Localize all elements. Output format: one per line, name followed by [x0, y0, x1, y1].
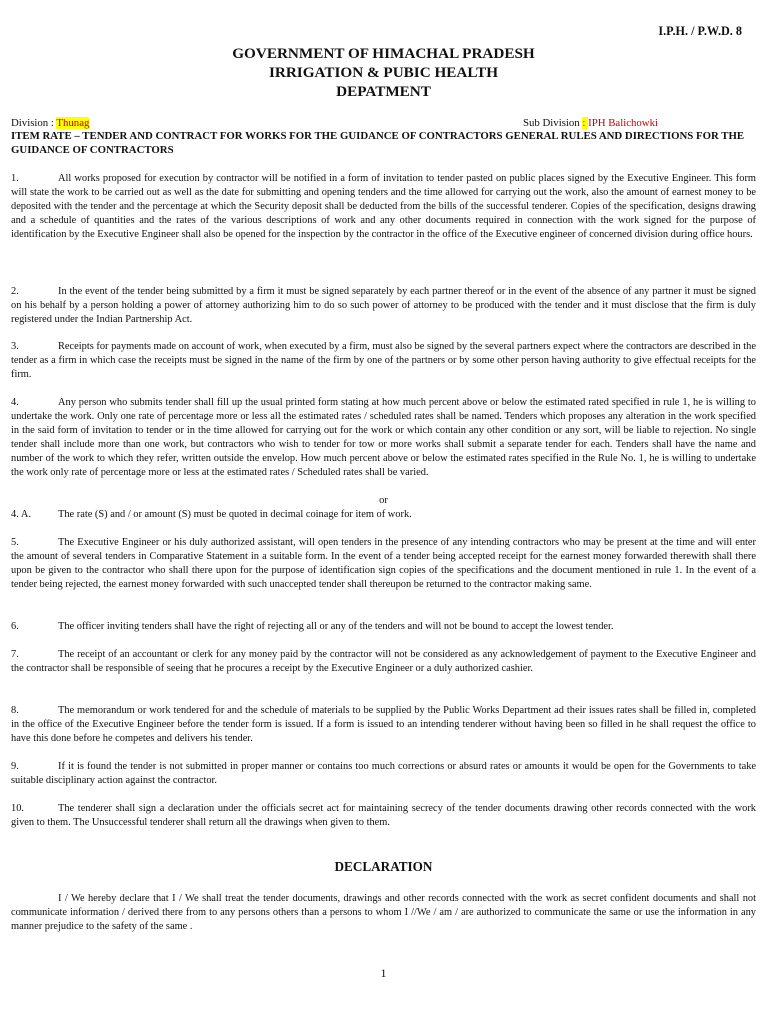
rule-text: The Executive Engineer or his duly authorized assistant, will open tenders in the presence of any intending contractors who may be present at the time and will enter the amount of several tenders in Comparative Statement in a suitable form. In the event of a tender being accepted receipt for the earnest money forwarded therewith shall there upon be given to the contractor who shall there upon for the purpose of identification sign copies of the specifications and the document mentioned in rule 1. In the event of a tender being rejected, the earnest money forwarded with such unaccepted tender shall thereupon be returned to the contractor making same. [11, 537, 756, 591]
rule-number: 5. [11, 537, 19, 548]
division-value: Thunag [56, 117, 90, 129]
rule-text: The rate (S) and / or amount (S) must be quoted in decimal coinage for item of work. [58, 509, 412, 520]
heading-line-3: DEPATMENT [336, 83, 431, 100]
rule-number: 8. [11, 705, 19, 716]
rule-text: The tenderer shall sign a declaration under the officials secret act for maintaining secrecy of the tender documents drawing other records connected with the work given to them. The Unsuccessful tenderer shall return all the drawings when given to them. [11, 803, 756, 829]
rule-2 [11, 285, 756, 327]
rule-number: 4. A. [11, 509, 31, 520]
rule-text: The receipt of an accountant or clerk for any money paid by the contractor will not be considered as any acknowledgement of payment to the Executive Engineer and the contractor shall be responsible of seeing that he procures a receipt by the Executive Engineer or a duly authorized cashier. [11, 649, 756, 675]
rule-10 [11, 802, 756, 830]
sub-division-colon: : [582, 117, 589, 129]
rule-1 [11, 172, 756, 242]
declaration-title: DECLARATION [334, 859, 433, 874]
heading-line-2: IRRIGATION & PUBIC HEALTH [268, 64, 499, 81]
rule-text: In the event of the tender being submitted by a firm it must be signed separately by each partner thereof or in the event of the absence of any partner it must be signed on his behalf by a person holding a power of attorney authorizing him to do so such power of attorney to be produced with the tender and it must disclose that the firm is duly registered under the Indian Partnership Act. [11, 286, 756, 326]
rule-number: 10. [11, 803, 24, 814]
sub-division-field [523, 116, 658, 130]
form-reference: I.P.H. / P.W.D. 8 [658, 24, 742, 38]
document-title: ITEM RATE – TENDER AND CONTRACT FOR WORKS FOR THE GUIDANCE OF CONTRACTORS GENERAL RULES AND DIRECTIONS FOR THE GUIDANCE OF CONTRACTORS [11, 130, 745, 156]
rule-4a [11, 508, 756, 522]
page-number: 1 [380, 966, 387, 980]
declaration-text [11, 892, 756, 934]
rule-number: 7. [11, 649, 19, 660]
rule-text: The officer inviting tenders shall have the right of rejecting all or any of the tenders and will not be bound to accept the lowest tender. [58, 621, 614, 632]
document-page [11, 0, 756, 1024]
heading-line-1: GOVERNMENT OF HIMACHAL PRADESH [232, 45, 535, 62]
rule-number: 9. [11, 761, 19, 772]
rule-text: The memorandum or work tendered for and the schedule of materials to be supplied by the Public Works Department ad their issues rates shall be filled in, completed in the office of the Executive Engineer before the tender form is issued. If a form is issued to an intending tenderer without having been so filled in he shall request the office to have this done before he competes and delivers his tender. [11, 705, 756, 745]
document-heading [11, 44, 756, 101]
rule-text: Receipts for payments made on account of work, when executed by a firm, must also be signed by the several partners expect where the contractors are described in the tender as a firm in which case the receipts must be signed in the name of the firm by one of the partners or by some other person having authority to give effectual receipts for the firm. [11, 341, 756, 381]
sub-division-value: IPH Balichowki [588, 117, 658, 129]
rule-9 [11, 760, 756, 788]
rule-text: Any person who submits tender shall fill up the usual printed form stating at how much percent above or below the estimated rated specified in rule 1, he is willing to undertake the work. Only one rate of percentage more or less all the estimated rates / scheduled rates shall be named. Tenders which proposes any alteration in the work specified in the said form of invitation to tender or in the time allowed for carrying out for the work or which contain any other condition or any sort, will be liable to rejection. No single tender shall include more than one work, but contractors who wish to tender for tow or more works shall submit a separate tender for each. Tenders shall have the name and number of the work to which they refer, written outside the envelop. How much percent above or below the estimated rates specified in the Rule No. 1, he is willing to undertake the work only rate of percentage more or less at the estimated rates / Scheduled rates shall be varied. [11, 397, 756, 479]
rule-number: 6. [11, 621, 19, 632]
declaration-body: I / We hereby declare that I / We shall treat the tender documents, drawings and other records connected with the work as secret confident documents and shall not communicate information / derived there from to any persons others than a persons to whom I //We / am / are authorized to communicate the same or use the information in any manner prejudice to the safety of the same . [11, 893, 756, 933]
rule-number: 4. [11, 397, 19, 408]
sub-division-label: Sub Division [523, 117, 583, 129]
rule-number: 3. [11, 341, 19, 352]
rule-6 [11, 620, 756, 634]
rule-7 [11, 648, 756, 676]
division-field [11, 116, 89, 130]
rule-5 [11, 536, 756, 592]
division-label: Division : [11, 117, 57, 129]
rule-text: All works proposed for execution by contractor will be notified in a form of invitation to tender pasted on public places signed by the Executive Engineer. This form will state the work to be carried out as well as the date for submitting and opening tenders and the time allowed for carrying out the work, also the amount of earnest money to be deposited with the tender and the percentage at which the Security deposit shall be deducted from the bills of the successful tenderer. Copies of the specification, designs drawing and a schedule of quantities and the rates of the various descriptions of work and any other documents required in connection with the work signed for the purpose of identification by the Executive Engineer shall also be opened for the inspection by the contractor in the office of the Executive engineer of concerned division during office hours. [11, 173, 756, 241]
rule-number: 2. [11, 286, 19, 297]
or-separator: or [379, 495, 388, 506]
rule-text: If it is found the tender is not submitted in proper manner or contains too much corrections or absurd rates or amounts it would be open for the Governments to take suitable disciplinary action against the contractor. [11, 761, 756, 787]
rule-4 [11, 396, 756, 481]
rule-number: 1. [11, 173, 19, 184]
rule-8 [11, 704, 756, 746]
rule-3 [11, 340, 756, 382]
